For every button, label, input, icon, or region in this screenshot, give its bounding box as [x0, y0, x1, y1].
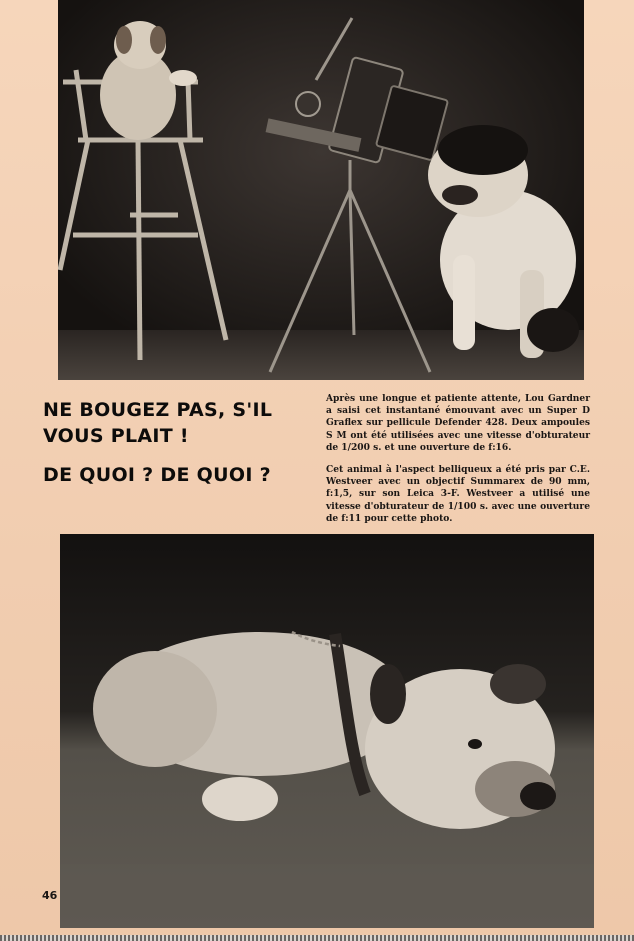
photo-puppy-and-dog-with-camera — [58, 0, 584, 380]
headline-ne-bougez-pas: NE BOUGEZ PAS, S'IL VOUS PLAIT ! — [43, 399, 273, 447]
photo-bulldog-lying — [60, 534, 594, 928]
photo-bottom-illustration — [60, 534, 594, 928]
page-number: 46 — [42, 889, 58, 902]
caption-bottom-photo: Cet animal à l'aspect belliqueux a été pris par C.E. Westveer avec un objectif Summarex de 90 mm, f:1,5, sur son Leica 3-F. Westveer a utilisé une vitesse d'obturateur de 1/100 s. avec une ouverture de f:11 pour cette photo. — [326, 464, 590, 524]
scan-bottom-edge — [0, 935, 634, 941]
caption-top-photo: Après une longue et patiente attente, Lou Gardner a saisi cet instantané émouvant avec un Super D Graflex sur pellicule Defender 428. Deux ampoules S M ont été utilisées avec une vitesse d'obturateur de 1/200 s. et une ouverture de f:16. — [326, 393, 590, 453]
caption-column — [326, 393, 590, 535]
headline-de-quoi: DE QUOI ? DE QUOI ? — [43, 464, 271, 486]
photo-top-illustration — [58, 0, 584, 380]
